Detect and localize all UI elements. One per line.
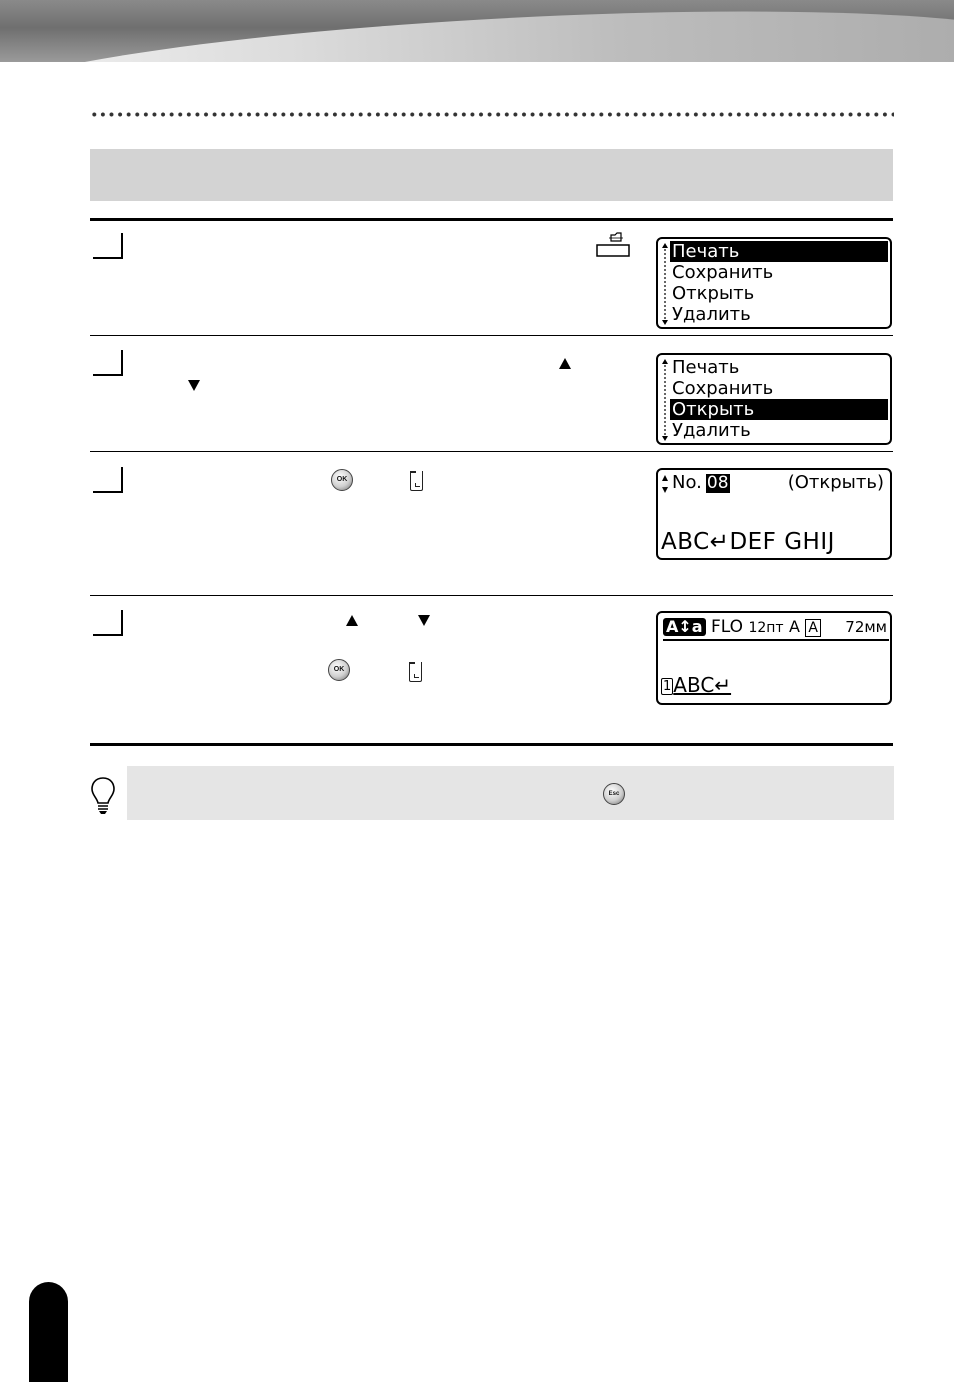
- ok-key-icon: OK: [328, 659, 350, 681]
- style-label-1: A: [788, 617, 800, 636]
- steps-top-rule: [90, 218, 893, 221]
- page-tab: [29, 1282, 68, 1382]
- font-label: FLO: [711, 617, 744, 637]
- file-number-row: [672, 472, 730, 494]
- up-arrow-icon: [559, 358, 571, 369]
- menu-item-delete: Удалить: [672, 304, 751, 325]
- section-title-bar: [90, 149, 893, 201]
- down-arrow-icon: [418, 615, 430, 626]
- up-arrow-icon: [346, 615, 358, 626]
- text-content: ABC↵: [673, 673, 732, 697]
- menu-item-save: Сохранить: [672, 378, 774, 399]
- step-divider-1: [90, 335, 893, 336]
- label-text: [661, 673, 731, 699]
- open-file-icon: [595, 232, 631, 258]
- dotted-rule: [90, 112, 894, 117]
- lcd-screen-1: [656, 237, 892, 329]
- tip-bar: [127, 766, 894, 820]
- step-marker-2: [93, 350, 123, 376]
- scroll-indicator-icon: [661, 242, 669, 326]
- steps-bottom-rule: [90, 743, 893, 746]
- step-marker-1: [93, 233, 123, 259]
- enter-key-icon: [410, 471, 423, 491]
- header-band: [0, 0, 954, 62]
- scroll-indicator-icon: [661, 358, 669, 442]
- menu-item-save: Сохранить: [672, 262, 774, 283]
- step-divider-3: [90, 595, 893, 596]
- file-number: 08: [706, 473, 729, 493]
- menu-item-print: Печать: [672, 357, 740, 378]
- step-marker-4: [93, 610, 123, 636]
- case-badge: A↕a: [663, 618, 706, 636]
- status-bar: [663, 617, 889, 641]
- down-arrow-icon: [188, 380, 200, 391]
- header-swoosh: [0, 0, 954, 62]
- step-divider-2: [90, 451, 893, 452]
- updown-indicator-icon: [661, 474, 669, 494]
- menu-item-open: Открыть: [670, 399, 888, 420]
- lcd-screen-2: [656, 353, 892, 445]
- no-label: No.: [672, 472, 702, 493]
- step-marker-3: [93, 467, 123, 493]
- menu-item-open: Открыть: [672, 283, 755, 304]
- style-label-2: A: [805, 619, 821, 637]
- enter-key-icon: [409, 662, 422, 682]
- line-marker: 1: [663, 678, 672, 694]
- esc-key-icon: Esc: [603, 783, 625, 805]
- lightbulb-icon: [90, 776, 116, 816]
- menu-item-delete: Удалить: [672, 420, 751, 441]
- menu-item-print: Печать: [670, 241, 888, 262]
- ok-key-icon: OK: [331, 469, 353, 491]
- lcd-screen-3: [656, 468, 892, 560]
- mode-label: (Открыть): [787, 472, 884, 493]
- length-label: 72мм: [845, 618, 887, 636]
- size-label: 12пт: [748, 620, 784, 636]
- label-text: ABC↵DEF GHIJ: [661, 529, 835, 555]
- lcd-screen-4: [656, 611, 892, 705]
